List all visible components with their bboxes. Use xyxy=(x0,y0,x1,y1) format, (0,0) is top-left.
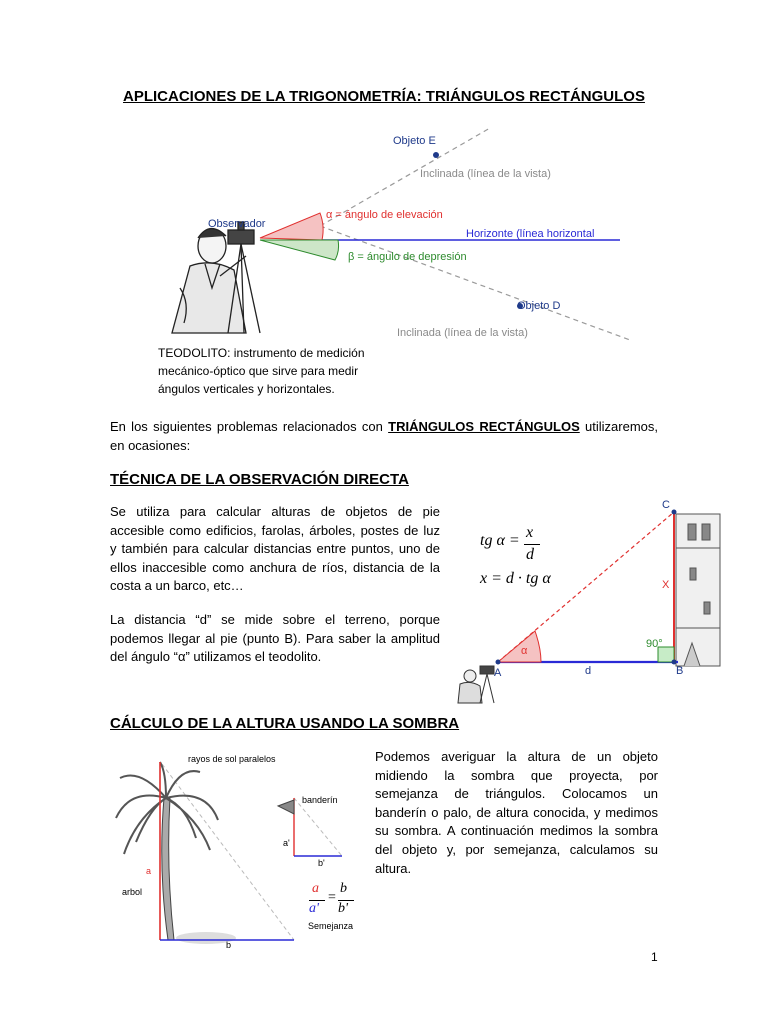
section2-paragraph: Podemos averiguar la altura de un objeto midiendo la sombra que proyecta, por semejanza de triángulos. Colocamos un banderín o palo, de altura conocida, y medimos su sombra. A continuación medimos la sombra del objeto y, por semejanza, calculamos su altura. xyxy=(375,749,658,876)
label-inclinada-bottom: Inclinada (línea de la vista) xyxy=(397,327,528,339)
depression-angle-wedge xyxy=(260,240,339,260)
label-banderin: banderín xyxy=(302,795,338,805)
elevation-angle-wedge xyxy=(260,213,323,240)
section-heading-observacion: TÉCNICA DE LA OBSERVACIÓN DIRECTA xyxy=(110,471,409,488)
formula-den-d: d xyxy=(526,546,534,563)
flag-icon xyxy=(278,800,294,814)
label-a: a xyxy=(146,866,152,876)
intro-paragraph xyxy=(110,418,658,455)
formula-num-x: x xyxy=(526,524,534,541)
label-objeto-d: Objeto D xyxy=(517,300,561,312)
small-observer-sketch xyxy=(458,666,494,703)
label-a: A xyxy=(494,667,502,679)
label-arbol: arbol xyxy=(122,887,143,897)
ratio-a: a xyxy=(312,881,319,896)
object-e-point xyxy=(433,152,439,158)
label-90: 90° xyxy=(646,638,663,650)
label-observador: Observador xyxy=(208,218,266,230)
fraction-bar xyxy=(524,544,540,545)
section-heading-sombra: CÁLCULO DE LA ALTURA USANDO LA SOMBRA xyxy=(110,715,460,732)
teodolito-line-3: ángulos verticales y horizontales. xyxy=(158,382,335,396)
label-alpha: α xyxy=(521,645,528,657)
teodolito-line-1: TEODOLITO: instrumento de medición xyxy=(158,346,365,360)
teodolito-caption xyxy=(158,344,365,398)
label-b-prime: b' xyxy=(318,858,325,868)
ratio-a-prime: a' xyxy=(309,901,319,916)
point-a xyxy=(496,660,501,665)
label-c: C xyxy=(662,499,670,511)
palm-tree-sketch xyxy=(116,762,236,944)
formula-x-equals: x = d · tg α xyxy=(480,570,551,587)
page-number: 1 xyxy=(651,950,658,964)
section1-paragraph-1: Se utiliza para calcular alturas de objetos de pie accesible como edificios, farolas, árboles, postes de luz y también para calcular distancias entre puntos, uno de ellos inaccesible como anchura de ríos, distancia de la costa a un barco, etc… xyxy=(110,504,440,594)
label-horizonte: Horizonte (línea horizontal xyxy=(466,228,595,240)
label-inclinada-top: Inclinada (línea de la vista) xyxy=(420,168,551,180)
section1-paragraph-2: La distancia “d” se mide sobre el terreno, porque podemos llegar al pie (punto B). Para saber la amplitud del ángulo “α” utilizamos el teodolito. xyxy=(110,612,440,665)
formula-tg-lhs: tg α = xyxy=(480,532,520,549)
label-d: d xyxy=(585,665,592,677)
point-b xyxy=(672,660,677,665)
ratio-b-prime: b' xyxy=(338,901,348,916)
label-b: B xyxy=(676,665,684,677)
label-objeto-e: Objeto E xyxy=(393,135,436,147)
tower-sketch xyxy=(676,514,720,666)
teodolito-line-2: mecánico-óptico que sirve para medir xyxy=(158,364,359,378)
label-rayos: rayos de sol paralelos xyxy=(188,754,276,764)
point-c xyxy=(672,510,677,515)
label-b: b xyxy=(226,940,232,950)
label-alpha-elevacion: α = ángulo de elevación xyxy=(326,209,443,221)
ratio-b: b xyxy=(340,881,347,896)
label-semejanza: Semejanza xyxy=(308,921,354,931)
label-beta-depresion: β = ángulo de depresión xyxy=(348,251,467,263)
sun-ray-1 xyxy=(162,764,294,940)
sight-line-down xyxy=(320,226,630,340)
intro-text-before: En los siguientes problemas relacionados con xyxy=(110,419,389,434)
intro-text-after: utilizaremos, en ocasiones: xyxy=(110,419,658,453)
sun-ray-2 xyxy=(294,798,342,856)
ratio-equals: = xyxy=(328,890,336,905)
label-x: X xyxy=(662,579,670,591)
label-a-prime: a' xyxy=(283,838,290,848)
observer-with-theodolite-sketch xyxy=(172,222,260,333)
alpha-angle-wedge xyxy=(498,631,541,662)
page-title: APLICACIONES DE LA TRIGONOMETRÍA: TRIÁNGULOS RECTÁNGULOS xyxy=(123,88,645,105)
intro-highlight: TRIÁNGULOS RECTÁNGULOS xyxy=(388,419,580,434)
